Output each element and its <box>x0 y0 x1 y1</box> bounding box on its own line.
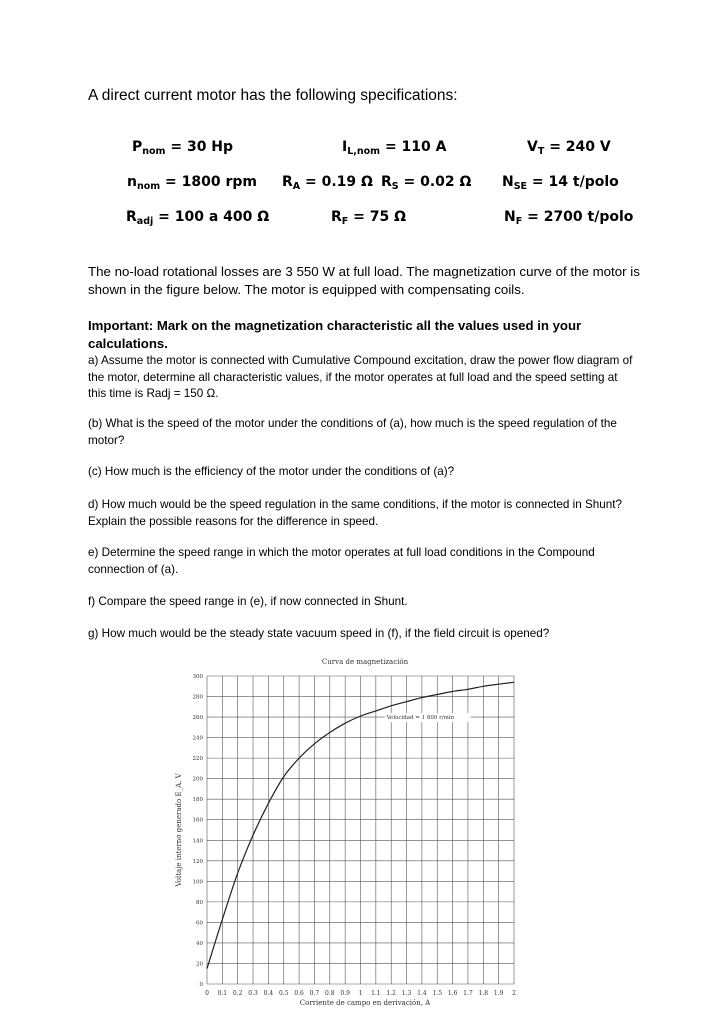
spec-i-lnom: $I_{L,nom} = 110$ A <box>342 139 447 157</box>
x-tick-label: 1.9 <box>493 990 504 997</box>
x-tick-label: 1.7 <box>463 990 473 997</box>
y-tick-label: 120 <box>192 858 203 865</box>
spec-v-t: $V_T = 240$ V <box>527 139 611 157</box>
y-tick-label: 20 <box>196 961 203 968</box>
question-c: (c) How much is the efficiency of the motor under the conditions of (a)? <box>88 465 455 478</box>
x-tick-label: 0.3 <box>248 990 258 997</box>
x-tick-label: 1.4 <box>417 990 427 997</box>
question-a: a) Assume the motor is connected with Cumulative Compound excitation, draw the power flow diagram of the motor, determine all characteristic values, if the motor operates at full load and the speed setting at this time is Radj = 150 Ω. <box>88 354 633 400</box>
x-tick-label: 2 <box>512 990 516 997</box>
question-a-block <box>88 317 638 403</box>
x-tick-label: 0 <box>205 990 209 997</box>
spec-r-s: $R_S = 0.02$ Ω <box>381 174 472 192</box>
x-tick-label: 1.5 <box>432 990 443 997</box>
x-tick-label: 1.3 <box>401 990 412 997</box>
y-tick-label: 40 <box>196 940 203 947</box>
y-tick-label: 160 <box>192 817 203 824</box>
spec-p-nom: $P_{nom} = 30$ Hp <box>132 139 234 157</box>
y-tick-label: 200 <box>192 776 203 783</box>
y-tick-label: 60 <box>196 920 203 927</box>
spec-r-adj: $R_{adj} = 100$ a 400 Ω <box>126 209 270 227</box>
losses-paragraph: The no-load rotational losses are 3 550 W at full load. The magnetization curve of the motor is shown in the figure below. The motor is equipped with compensating coils. <box>88 264 640 297</box>
y-tick-label: 80 <box>196 899 203 906</box>
x-tick-label: 1.1 <box>371 990 381 997</box>
question-d: d) How much would be the speed regulation in the same conditions, if the motor is connected in Shunt? Explain the possible reasons for the difference in speed. <box>88 498 623 528</box>
x-tick-label: 0.8 <box>325 990 335 997</box>
y-tick-label: 260 <box>192 715 203 722</box>
question-f: f) Compare the speed range in (e), if now connected in Shunt. <box>88 595 408 608</box>
x-tick-label: 0.2 <box>232 990 243 997</box>
x-tick-label: 1 <box>358 990 363 997</box>
y-tick-label: 300 <box>192 674 203 680</box>
x-tick-label: 0.9 <box>340 990 350 997</box>
y-tick-label: 280 <box>192 694 203 701</box>
question-g: g) How much would be the steady state vacuum speed in (f), if the field circuit is opened? <box>88 627 550 640</box>
x-tick-label: 0.1 <box>217 990 228 997</box>
question-e: e) Determine the speed range in which the motor operates at full load conditions in the Compound connection of (a). <box>88 546 595 576</box>
magnetization-chart <box>165 650 535 1012</box>
x-tick-label: 0.5 <box>278 990 289 997</box>
x-tick-label: 0.7 <box>309 990 320 997</box>
x-tick-label: 1.2 <box>386 990 396 997</box>
spec-n-nom: $n_{nom} = 1800$ rpm <box>127 174 258 192</box>
spec-r-a: $R_A = 0.19$ Ω <box>282 174 373 192</box>
x-tick-label: 0.4 <box>263 990 274 997</box>
intro-text: A direct current motor has the following specifications: <box>88 87 458 104</box>
x-tick-label: 1.6 <box>447 990 458 997</box>
y-tick-label: 240 <box>192 735 203 742</box>
x-tick-label: 0.6 <box>294 990 304 997</box>
y-tick-label: 180 <box>192 797 203 804</box>
chart-title: Curva de magnetización <box>321 658 409 666</box>
y-tick-label: 140 <box>192 838 203 845</box>
speed-annotation: Velocidad = 1 800 r/min <box>386 715 455 722</box>
question-b: (b) What is the speed of the motor under the conditions of (a), how much is the speed regulation of the motor? <box>88 417 617 447</box>
spec-r-f: $R_F = 75$ Ω <box>331 209 407 227</box>
important-note: Important: Mark on the magnetization characteristic all the values used in your calculations. <box>88 318 582 351</box>
y-tick-label: 0 <box>199 982 203 988</box>
y-tick-label: 220 <box>192 756 203 763</box>
chart-xlabel: Corriente de campo en derivación, A <box>299 999 431 1007</box>
x-tick-label: 1.8 <box>478 990 489 997</box>
y-tick-label: 100 <box>192 879 203 886</box>
spec-n-se: $N_{SE} = 14$ t/polo <box>502 174 619 192</box>
chart-ylabel: Voltaje interno generado E_A, V <box>175 773 183 887</box>
spec-n-f: $N_F = 2700$ t/polo <box>504 209 634 227</box>
